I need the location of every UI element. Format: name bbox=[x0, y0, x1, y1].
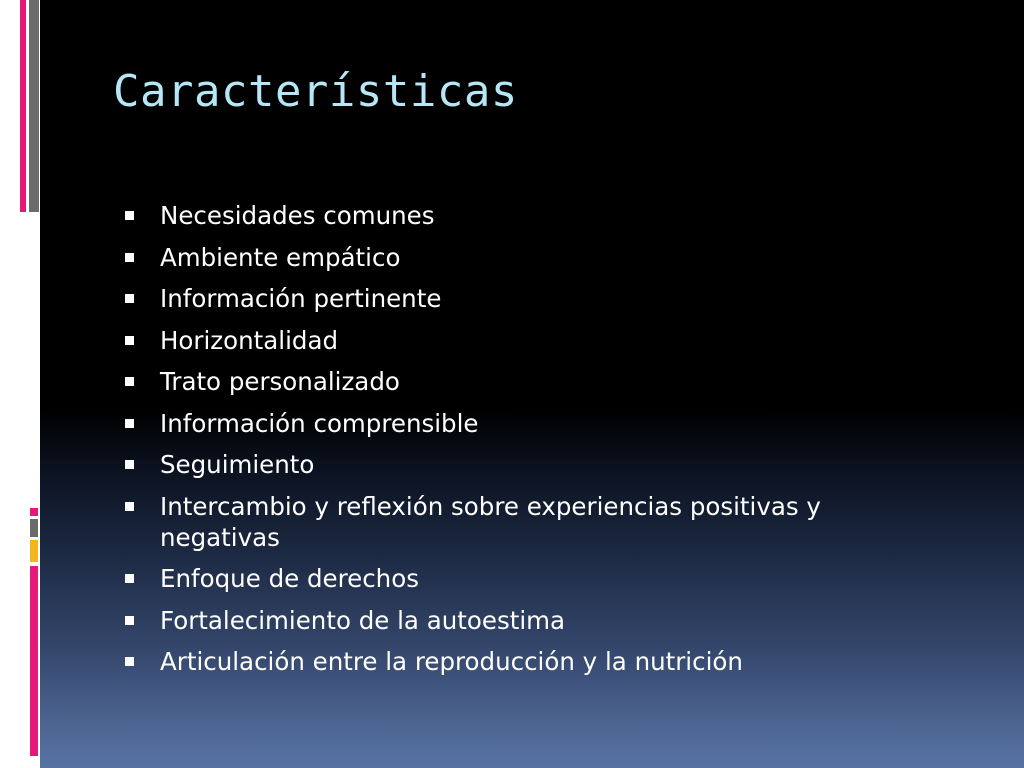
bullet-text: Seguimiento bbox=[160, 450, 315, 479]
bullet-text: Trato personalizado bbox=[160, 367, 400, 396]
list-item bbox=[120, 408, 920, 439]
bullet-text: Horizontalidad bbox=[160, 325, 339, 355]
slide-title: Características bbox=[113, 66, 518, 117]
list-item bbox=[120, 449, 920, 480]
square-bullet-icon bbox=[125, 294, 134, 303]
list-item bbox=[120, 200, 920, 231]
list-item bbox=[120, 491, 920, 553]
deco-bar-pink-mid-1 bbox=[30, 508, 38, 516]
square-bullet-icon bbox=[125, 616, 134, 625]
list-item bbox=[120, 242, 920, 273]
square-bullet-icon bbox=[125, 574, 134, 583]
bullet-list bbox=[120, 200, 920, 688]
square-bullet-icon bbox=[125, 419, 134, 428]
square-bullet-icon bbox=[125, 253, 134, 262]
bullet-text: Información comprensible bbox=[160, 408, 479, 438]
deco-bar-gray-mid bbox=[30, 519, 38, 537]
list-item bbox=[120, 605, 920, 636]
bullet-text: Enfoque de derechos bbox=[160, 564, 419, 593]
square-bullet-icon bbox=[125, 336, 134, 345]
bullet-text: Información pertinente bbox=[160, 284, 442, 313]
square-bullet-icon bbox=[125, 502, 134, 511]
bullet-text: Ambiente empático bbox=[160, 242, 401, 272]
square-bullet-icon bbox=[125, 460, 134, 469]
deco-bar-pink-bottom bbox=[30, 566, 38, 756]
deco-bar-pink-top bbox=[20, 0, 26, 212]
square-bullet-icon bbox=[125, 211, 134, 220]
list-item bbox=[120, 283, 920, 314]
deco-bar-yellow-mid bbox=[30, 540, 38, 562]
bullet-text: Fortalecimiento de la autoestima bbox=[160, 605, 566, 635]
list-item bbox=[120, 325, 920, 356]
list-item bbox=[120, 563, 920, 594]
bullet-text: Articulación entre la reproducción y la nutrición bbox=[160, 647, 743, 676]
list-item bbox=[120, 646, 920, 677]
square-bullet-icon bbox=[125, 377, 134, 386]
decorative-bars bbox=[0, 0, 40, 768]
square-bullet-icon bbox=[125, 657, 134, 666]
bullet-text: Necesidades comunes bbox=[160, 201, 435, 230]
bullet-text: Intercambio y reflexión sobre experiencias positivas y negativas bbox=[160, 491, 821, 552]
list-item bbox=[120, 366, 920, 397]
deco-bar-gray-top bbox=[29, 0, 39, 212]
